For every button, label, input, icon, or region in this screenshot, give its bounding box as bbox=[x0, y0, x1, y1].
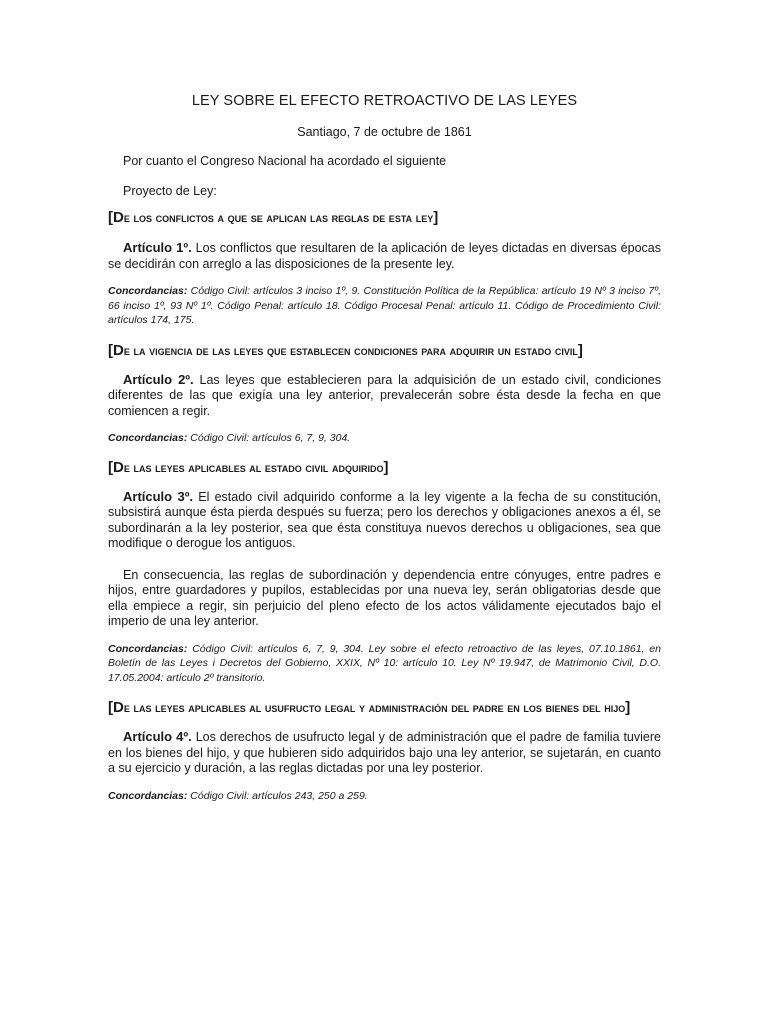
article-text: El estado civil adquirido conforme a la ley vigente a la fecha de su constitución, subsistirá aunque ésta pierda después su fuerza; pero los derechos y obligaciones anexos a él, se subordinarán a la ley posterior, sea que ésta constituya nuevos derechos u obligaciones, sea que modifique o derogue los antiguos. bbox=[108, 489, 661, 550]
article-label: Artículo 3º. bbox=[123, 488, 194, 504]
concordancias-text: Código Civil: artículos 6, 7, 9, 304. Ley sobre el efecto retroactivo de las leyes, 07.10.1861, en Boletín de las Leyes i Decretos del Gobierno, XXIX, Nº 10: artículo 10. Ley Nº 19.947, de Matrimonio Civil, D.O. 17.05.2004: artículo 2º transitorio. bbox=[108, 642, 661, 684]
concordancias-label: Concordancias: bbox=[108, 285, 188, 297]
article-label: Artículo 2º. bbox=[123, 371, 194, 387]
article-label: Artículo 1º. bbox=[123, 240, 192, 255]
concordancias-3 bbox=[108, 642, 661, 686]
article-2 bbox=[108, 372, 661, 420]
concordancias-label: Concordancias: bbox=[108, 789, 188, 802]
concordancias-text: Código Civil: artículos 3 inciso 1º, 9. Constitución Política de la República: artículo 19 Nº 3 inciso 7º, 66 inciso 1º, 93 Nº 1º. Código Penal: artículo 18. Código Procesal Penal: artículo 11. Código de Procedimiento Civil: artículos 174, 175. bbox=[108, 285, 661, 326]
concordancias-4 bbox=[108, 789, 661, 804]
article-text: Los derechos de usufructo legal y de administración que el padre de familia tuviere en los bienes del hijo, y que hubieren sido adquiridos bajo una ley anterior, se sujetarán, en cuanto a su ejercicio y duración, a las reglas dictadas por una ley posterior. bbox=[108, 730, 661, 775]
section-heading-3: [De las leyes aplicables al estado civil adquirido] bbox=[108, 458, 389, 476]
article-text: Los conflictos que resultaren de la aplicación de leyes dictadas en diversas épocas se decidirán con arreglo a las disposiciones de la presente ley. bbox=[108, 241, 661, 271]
proyecto-label: Proyecto de Ley: bbox=[123, 184, 217, 198]
section-heading-1: [De los conflictos a que se aplican las reglas de esta ley] bbox=[108, 209, 439, 226]
section-heading-2: [De la vigencia de las leyes que establecen condiciones para adquirir un estado civil] bbox=[108, 341, 583, 359]
concordancias-2 bbox=[108, 431, 661, 446]
concordancias-text: Código Civil: artículos 6, 7, 9, 304. bbox=[190, 432, 351, 444]
document-date: Santiago, 7 de octubre de 1861 bbox=[297, 125, 472, 139]
article-1 bbox=[108, 240, 661, 272]
document-title: LEY SOBRE EL EFECTO RETROACTIVO DE LAS LEYES bbox=[191, 93, 578, 109]
concordancias-label: Concordancias: bbox=[108, 642, 188, 655]
article-4 bbox=[108, 729, 661, 777]
intro-text: Por cuanto el Congreso Nacional ha acordado el siguiente bbox=[123, 154, 447, 168]
section-heading-4: [De las leyes aplicables al usufructo legal y administración del padre en los bienes del hijo] bbox=[108, 699, 631, 716]
article-text: Las leyes que establecieren para la adquisición de un estado civil, condiciones diferentes de las que exigía una ley anterior, prevalecerán sobre ésta desde la fecha en que comiencen a regir. bbox=[108, 372, 661, 418]
concordancias-label: Concordancias: bbox=[108, 432, 188, 444]
article-3-paragraph-2: En consecuencia, las reglas de subordinación y dependencia entre cónyuges, entre padres e hijos, entre guardadores y pupilos, establecidas por una nueva ley, serán obligatorias desde que ella empiece a regir, sin perjuicio del pleno efecto de los actos válidamente ejecutados bajo el imperio de una ley anterior. bbox=[108, 567, 661, 628]
concordancias-1 bbox=[108, 284, 661, 328]
article-3 bbox=[108, 489, 661, 552]
article-label: Artículo 4º. bbox=[123, 729, 192, 744]
concordancias-text: Código Civil: artículos 243, 250 a 259. bbox=[190, 789, 368, 802]
